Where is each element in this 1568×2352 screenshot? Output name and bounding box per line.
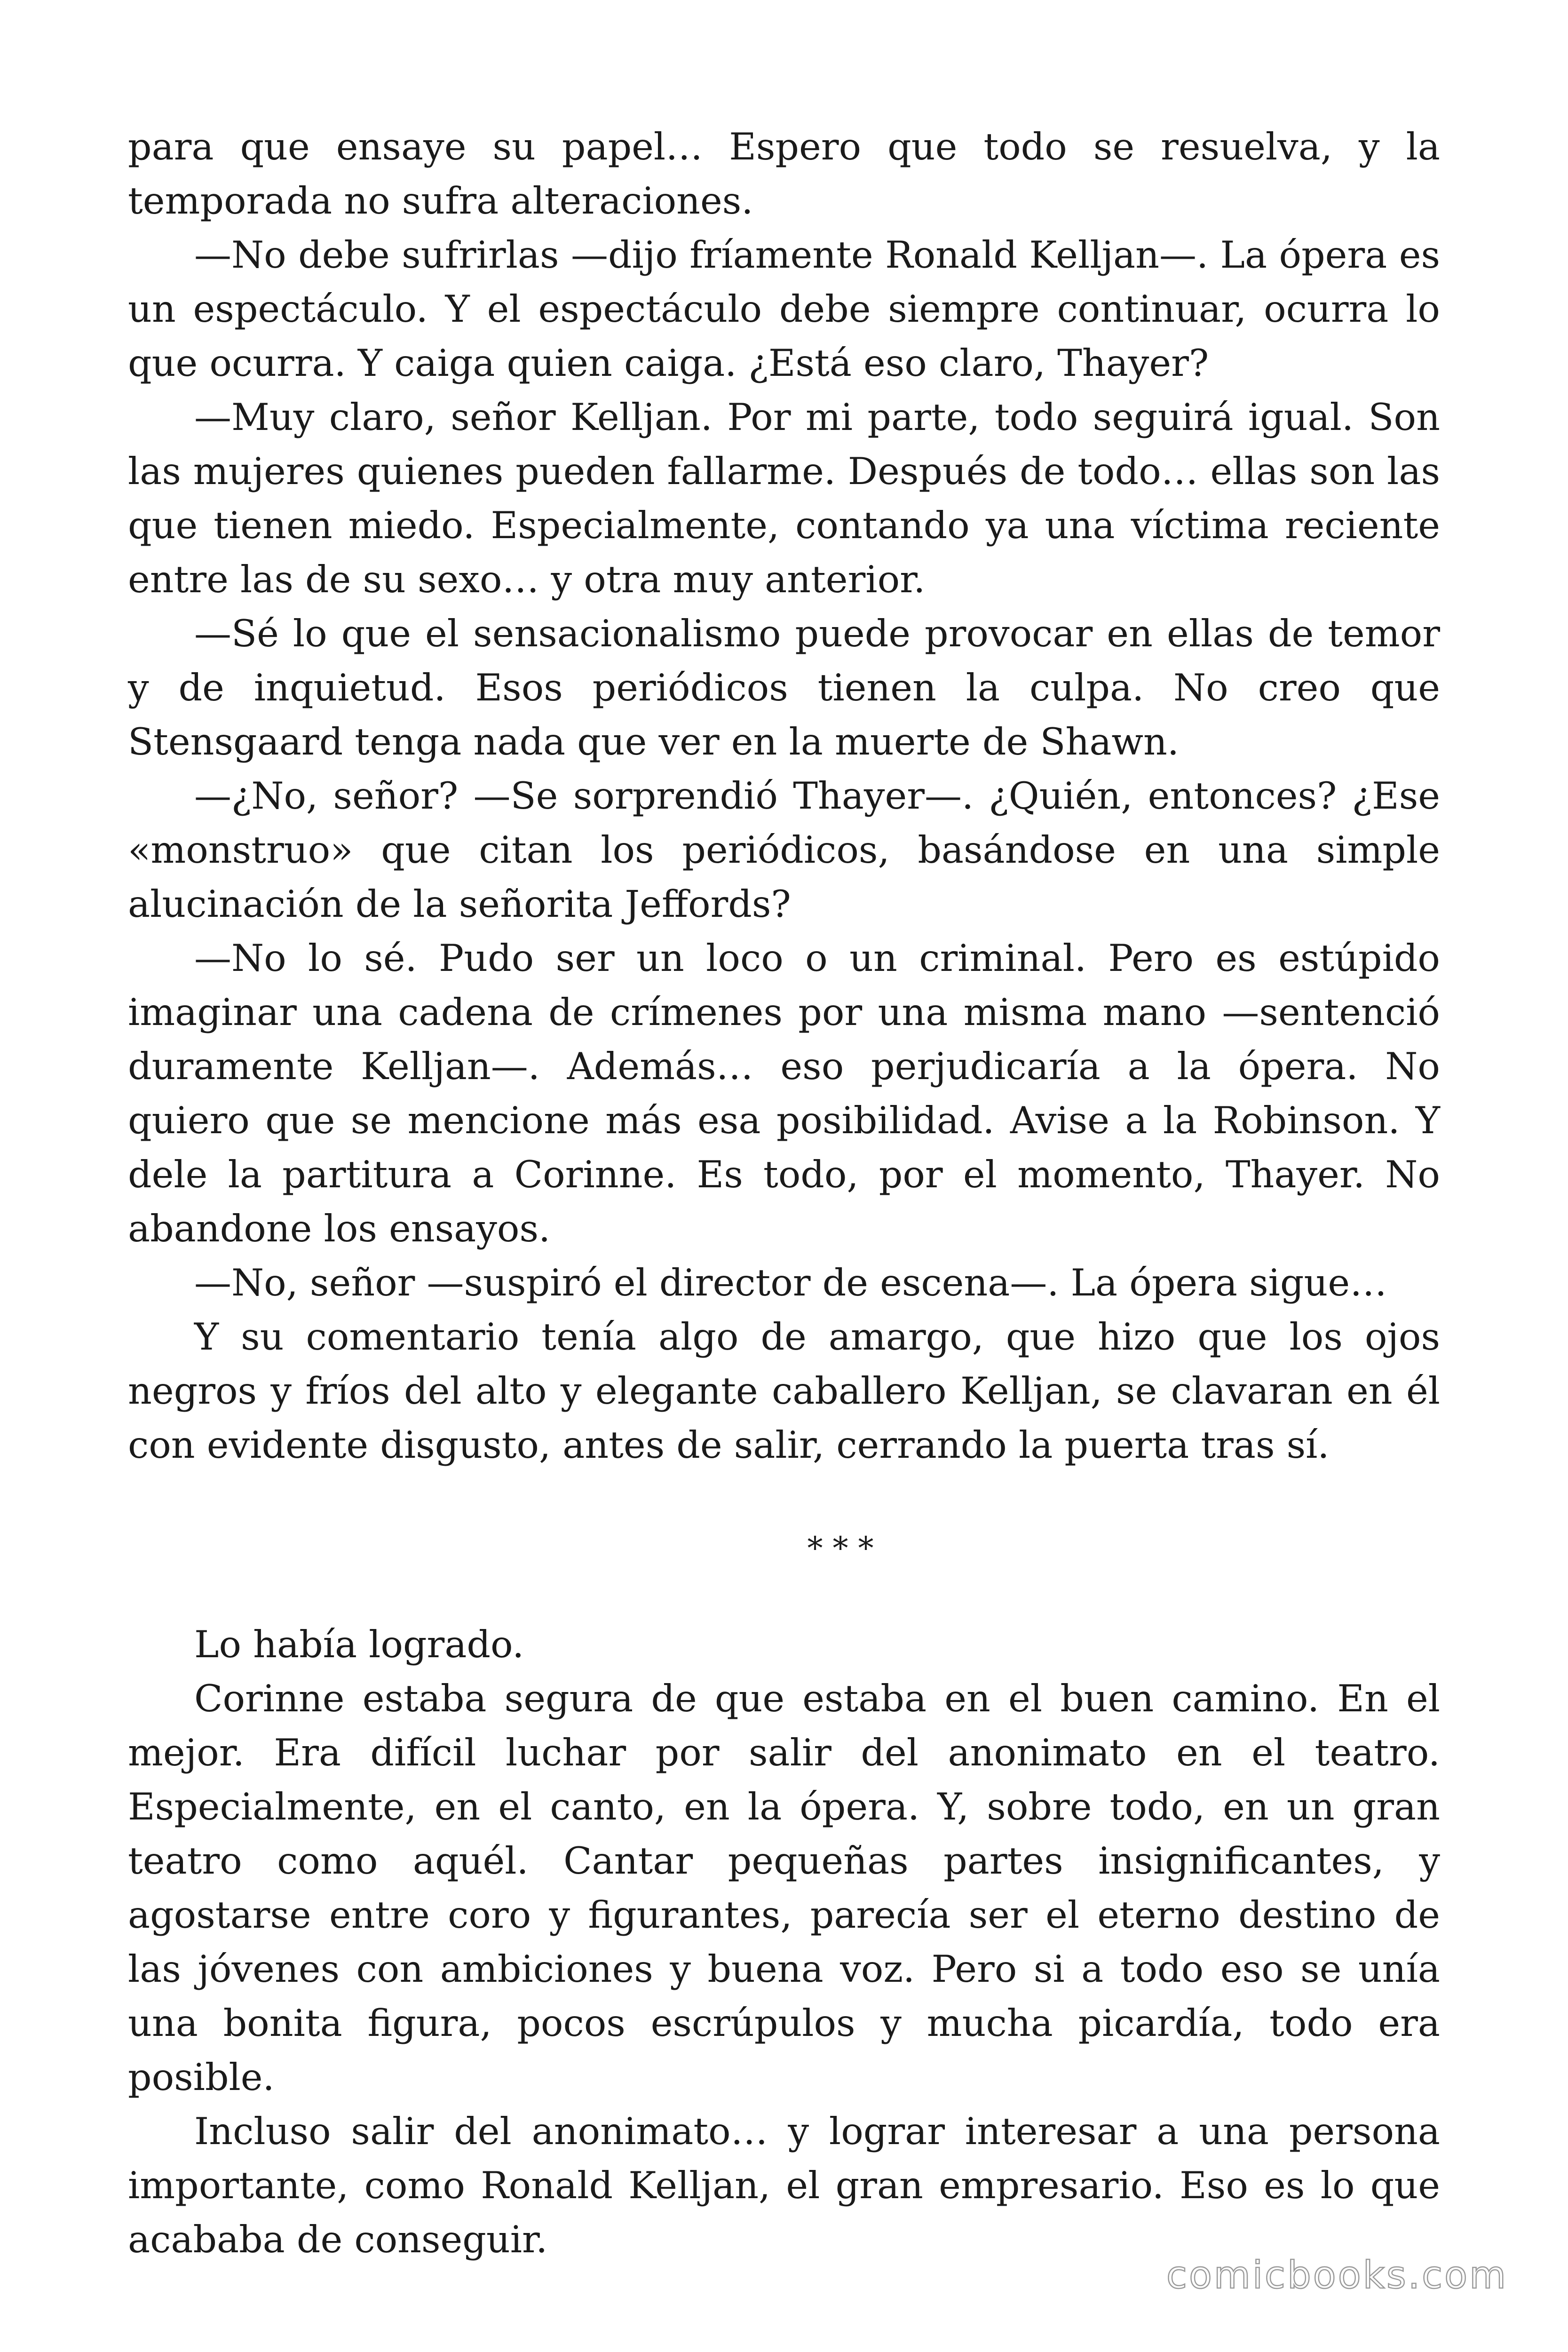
paragraph-dialogue: —No debe sufrirlas —dijo fríamente Ronald Kelljan—. La ópera es un espectáculo. Y el espectáculo debe siempre continuar, ocurra lo que ocurra. Y caiga quien caiga. ¿Está eso claro, Thayer? xyxy=(128,233,1440,385)
paragraph-narration: Corinne estaba segura de que estaba en el buen camino. En el mejor. Era difícil luchar por salir del anonimato en el teatro. Especialmente, en el canto, en la ópera. Y, sobre todo, en un gran teatro como aquél. Cantar pequeñas partes insignificantes, y agostarse entre coro y figurantes, parecía ser el eterno destino de las jóvenes con ambiciones y buena voz. Pero si a todo eso se unía una bonita figura, pocos escrúpulos y mucha picardía, todo era posible. xyxy=(128,1677,1440,2099)
watermark-logo: comicbooks.com xyxy=(1166,2253,1508,2297)
paragraph-dialogue: —No, señor —suspiró el director de escena—. La ópera sigue… xyxy=(194,1261,1387,1304)
paragraph-dialogue: —Sé lo que el sensacionalismo puede provocar en ellas de temor y de inquietud. Esos periódicos tienen la culpa. No creo que Stensgaard tenga nada que ver en la muerte de Shawn. xyxy=(128,612,1440,763)
section-separator: * * * xyxy=(807,1530,874,1566)
paragraph-narration: Y su comentario tenía algo de amargo, que hizo que los ojos negros y fríos del alto y elegante caballero Kelljan, se clavaran en él con evidente disgusto, antes de salir, cerrando la puerta tras sí. xyxy=(128,1315,1440,1467)
book-page xyxy=(128,120,1440,2267)
paragraph-dialogue: —¿No, señor? —Se sorprendió Thayer—. ¿Quién, entonces? ¿Ese «monstruo» que citan los periódicos, basándose en una simple alucinación de la señorita Jeffords? xyxy=(128,774,1440,926)
paragraph-narration: Lo había logrado. xyxy=(194,1623,524,1666)
paragraph-narration: Incluso salir del anonimato… y lograr interesar a una persona importante, como Ronald Kelljan, el gran empresario. Eso es lo que acababa de conseguir. xyxy=(128,2110,1440,2261)
paragraph-dialogue: —No lo sé. Pudo ser un loco o un criminal. Pero es estúpido imaginar una cadena de crímenes por una misma mano —sentenció duramente Kelljan—. Además… eso perjudicaría a la ópera. No quiero que se mencione más esa posibilidad. Avise a la Robinson. Y dele la partitura a Corinne. Es todo, por el momento, Thayer. No abandone los ensayos. xyxy=(128,937,1440,1250)
paragraph-dialogue: —Muy claro, señor Kelljan. Por mi parte, todo seguirá igual. Son las mujeres quienes pueden fallarme. Después de todo… ellas son las que tienen miedo. Especialmente, contando ya una víctima reciente entre las de su sexo… y otra muy anterior. xyxy=(128,396,1440,601)
paragraph-continuation: para que ensaye su papel… Espero que todo se resuelva, y la temporada no sufra alteraciones. xyxy=(128,125,1440,222)
